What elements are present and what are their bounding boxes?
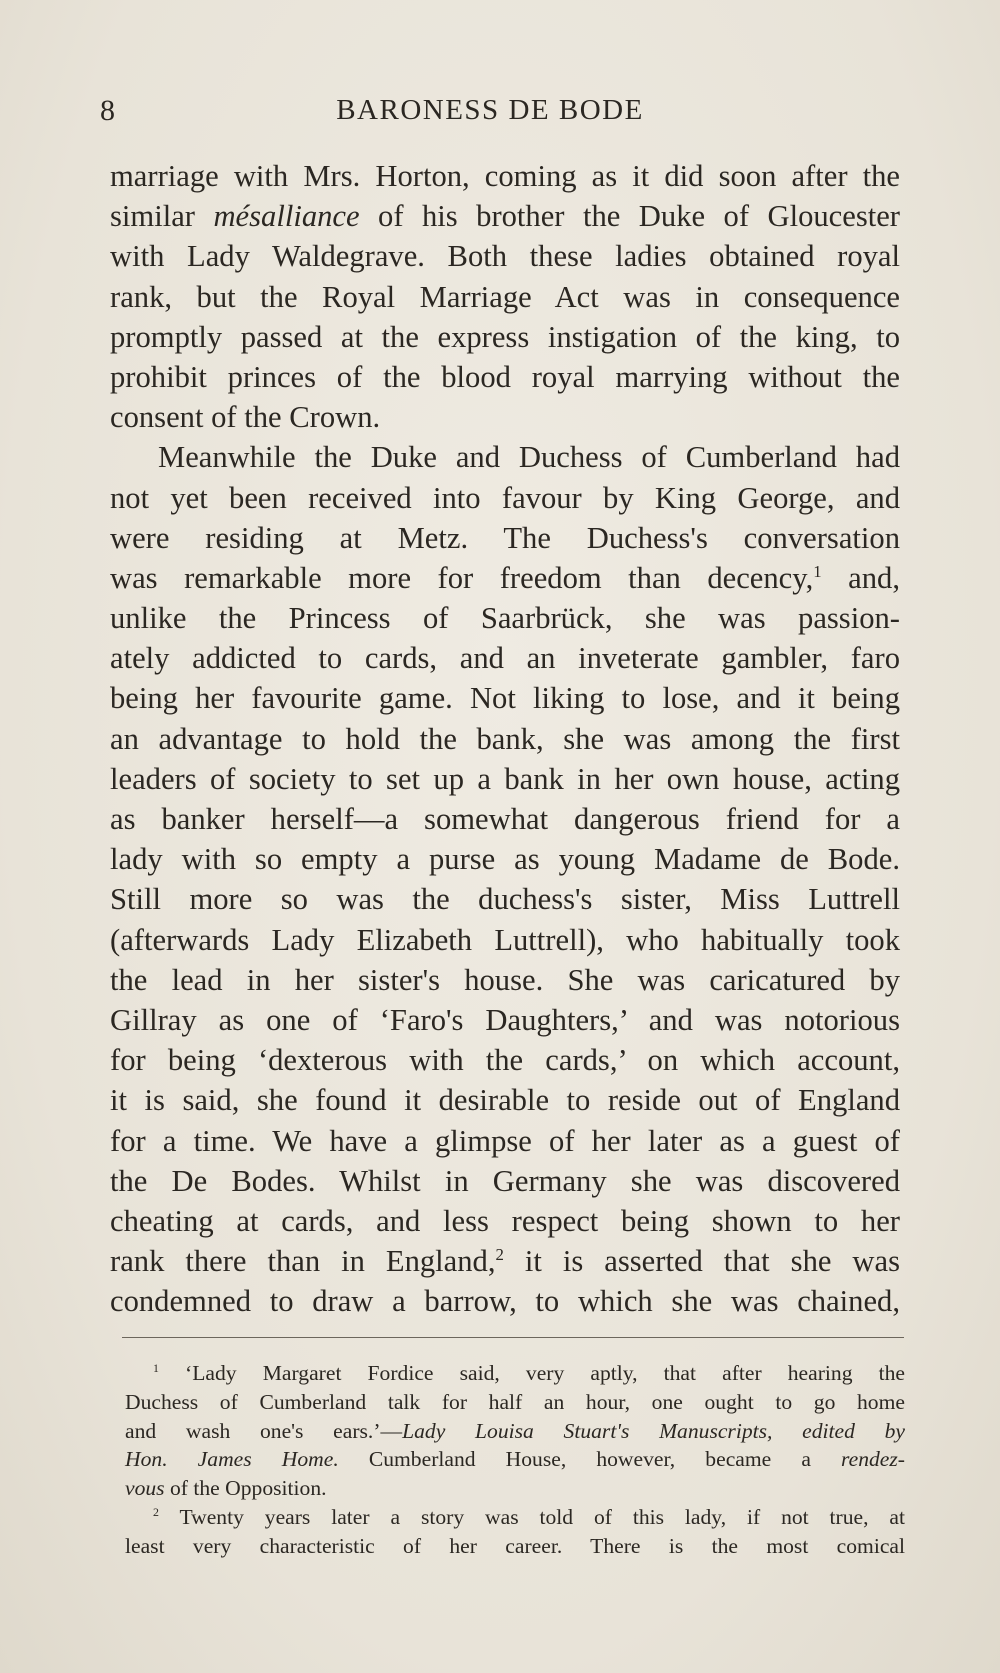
footnote-divider: [122, 1337, 904, 1338]
body-line: (afterwards Lady Elizabeth Luttrell), who habitually took: [110, 922, 900, 957]
body-line: marriage with Mrs. Horton, coming as it did soon after the: [110, 159, 900, 193]
body-line: cheating at cards, and less respect being shown to her: [110, 1203, 900, 1238]
body-line: condemned to draw a barrow, to which she was chained,: [110, 1284, 900, 1319]
body-text: [110, 156, 900, 1321]
body-line: lady with so empty a purse as young Madame de Bode.: [110, 842, 900, 877]
footnote-ref: 2: [495, 1244, 504, 1264]
body-line: leaders of society to set up a bank in her own house, acting: [110, 761, 900, 796]
body-line: unlike the Princess of Saarbrück, she was passion-: [110, 601, 900, 636]
footnote-line: least very characteristic of her career. There is the most comical: [125, 1533, 905, 1558]
footnote-line: and wash one's ears.’—Lady Louisa Stuart's Manuscripts, edited by: [125, 1418, 906, 1443]
footnote-line: $^1$ ‘Lady Margaret Fordice said, very aptly, that after hearing the: [153, 1360, 905, 1385]
body-line: for a time. We have a glimpse of her later as a guest of: [110, 1123, 900, 1158]
footnote-ref: 1: [813, 561, 822, 581]
footnote-line: $^2$ Twenty years later a story was told of this lady, if not true, at: [153, 1504, 905, 1529]
body-line: not yet been received into favour by King George, and: [110, 480, 900, 515]
running-head: [100, 94, 880, 134]
running-title: BARONESS DE BODE: [336, 94, 644, 126]
body-line: Meanwhile the Duke and Duchess of Cumberland had: [158, 440, 900, 475]
footnotes: [125, 1359, 905, 1561]
body-line: as banker herself—a somewhat dangerous friend for a: [110, 802, 900, 836]
body-line: rank there than in England,$^2$ it is asserted that she was: [110, 1244, 901, 1279]
body-line: for being ‘dexterous with the cards,’ on which account,: [110, 1043, 900, 1078]
footnote-line: Duchess of Cumberland talk for half an hour, one ought to go home: [125, 1389, 905, 1414]
body-line: the De Bodes. Whilst in Germany she was discovered: [110, 1163, 900, 1198]
footnote-line: Hon. James Home. Cumberland House, however, became a rendez-: [125, 1447, 905, 1472]
body-line: Still more so was the duchess's sister, Miss Luttrell: [110, 882, 900, 917]
body-line: consent of the Crown.: [110, 400, 381, 435]
body-line: Gillray as one of ‘Faro's Daughters,’ and was notorious: [110, 1002, 900, 1037]
body-line: similar mésalliance of his brother the Duke of Gloucester: [110, 199, 900, 234]
body-line: were residing at Metz. The Duchess's conversation: [110, 520, 900, 555]
body-line: it is said, she found it desirable to reside out of England: [110, 1083, 900, 1118]
body-line: was remarkable more for freedom than decency,$^1$ and,: [110, 560, 900, 595]
body-line: prohibit princes of the blood royal marrying without the: [110, 359, 900, 394]
body-line: ately addicted to cards, and an inveterate gambler, faro: [110, 641, 900, 676]
footnote-marker: 1: [153, 1360, 159, 1375]
body-line: with Lady Waldegrave. Both these ladies obtained royal: [110, 239, 900, 274]
body-line: the lead in her sister's house. She was caricatured by: [110, 962, 900, 997]
body-line: rank, but the Royal Marriage Act was in consequence: [110, 279, 900, 314]
body-line: being her favourite game. Not liking to lose, and it being: [110, 681, 900, 716]
body-line: promptly passed at the express instigation of the king, to: [110, 319, 900, 354]
footnote-line: vous of the Opposition.: [125, 1476, 327, 1501]
page-number: 8: [100, 94, 116, 127]
footnote-marker: 2: [153, 1504, 159, 1519]
body-line: an advantage to hold the bank, she was among the first: [110, 721, 900, 756]
